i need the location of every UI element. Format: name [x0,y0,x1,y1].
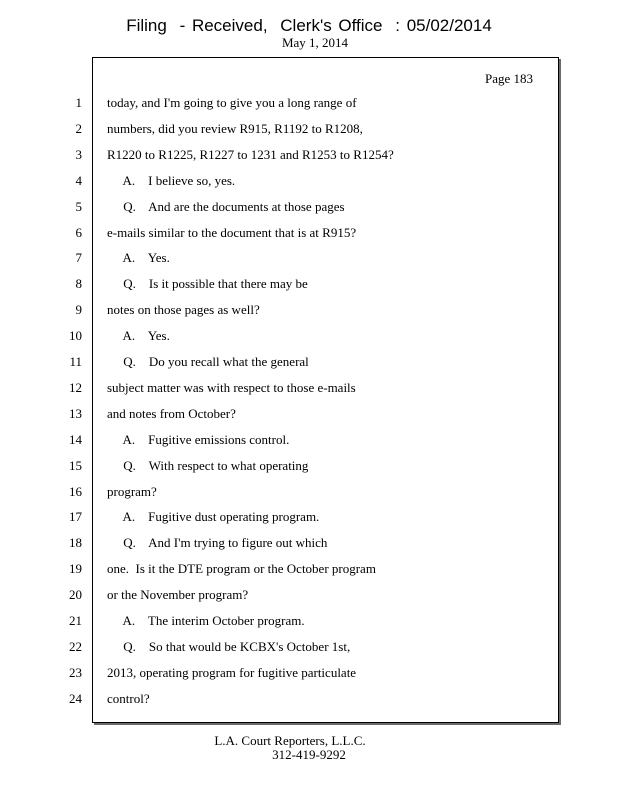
line-number: 7 [75,250,82,266]
transcript-line: control? [107,690,150,706]
reporter-phone: 312-419-9292 [272,747,346,762]
transcript-line: A. I believe so, yes. [107,172,236,188]
transcript-line: one. Is it the DTE program or the October program [107,561,376,577]
transcript-line: numbers, did you review R915, R1192 to R1208, [107,120,363,136]
reporter-company: L.A. Court Reporters, L.L.C. [214,733,366,748]
transcript-line: or the November program? [107,587,249,603]
transcript-line: A. Yes. [107,328,170,344]
line-number: 8 [75,276,82,292]
filing-label: Filing [126,16,167,35]
line-number: 24 [69,690,82,706]
page-number: Page 183 [485,71,534,86]
line-number: 14 [69,431,82,447]
transcript-line: and notes from October? [107,405,236,421]
line-number: 5 [75,198,82,214]
received-label: - Received, [179,16,268,35]
transcript-line: notes on those pages as well? [107,302,260,318]
line-number: 17 [69,509,82,525]
transcript-date: May 1, 2014 [281,35,349,50]
line-number: 12 [69,379,82,395]
line-number: 16 [69,483,82,499]
filing-header [0,16,618,36]
line-number: 2 [75,120,82,136]
transcript-line: Q. Is it possible that there may be [107,276,308,292]
transcript-line: A. The interim October program. [107,613,305,628]
line-number: 21 [69,613,82,628]
clerks-office-label: Clerk's Office [280,16,383,35]
line-number: 15 [69,457,82,473]
transcript-line: Q. So that would be KCBX's October 1st, [107,638,351,654]
transcript-line: A. Fugitive emissions control. [107,431,290,447]
transcript-line: Q. With respect to what operating [107,457,309,473]
transcript-line: e-mails similar to the document that is at R915? [107,224,357,240]
transcript-line: R1220 to R1225, R1227 to 1231 and R1253 to R1254? [107,146,394,162]
transcript-line: Q. And are the documents at those pages [107,198,345,214]
line-number: 9 [75,302,82,318]
transcript-line: A. Yes. [107,250,170,266]
line-number: 23 [69,664,82,680]
line-number: 13 [69,405,82,421]
line-number: 6 [75,224,82,240]
line-number: 4 [75,172,82,188]
transcript-line: Q. And I'm trying to figure out which [107,535,328,551]
transcript-line: 2013, operating program for fugitive particulate [107,664,357,680]
line-number: 11 [69,354,82,369]
line-number: 20 [69,587,82,603]
transcript-line: A. Fugitive dust operating program. [107,509,320,525]
filing-date: : 05/02/2014 [395,16,492,35]
line-number: 19 [69,561,82,577]
line-number: 22 [69,638,82,654]
line-number: 3 [75,146,82,162]
transcript-line: program? [107,483,157,499]
transcript-line: Q. Do you recall what the general [107,354,309,369]
transcript-line: subject matter was with respect to those e-mails [107,379,356,395]
line-number: 1 [75,95,82,110]
line-number: 18 [69,535,82,551]
line-number: 10 [69,328,82,344]
transcript-line: today, and I'm going to give you a long range of [107,95,357,110]
